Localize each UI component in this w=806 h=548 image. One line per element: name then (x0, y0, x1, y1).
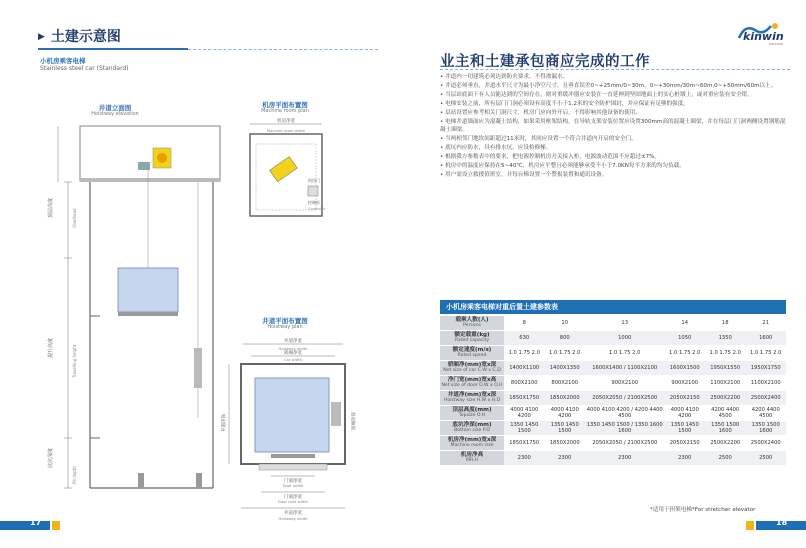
title-dotted-rule (188, 49, 378, 50)
right-page-number: 18 (776, 518, 788, 527)
spec-cell: 1600 (745, 331, 786, 346)
pit-label: Pit depth (72, 466, 77, 484)
spec-cell: 1100X2100 (705, 376, 745, 391)
hoist-width-label-en: Hoistway width (278, 346, 308, 351)
spec-cell: 1350 1450 1500 (664, 421, 704, 436)
spec-cell: 2050X2050 / 2100X2500 (585, 391, 665, 406)
controller-label: 控制柜 (308, 200, 320, 205)
spec-label-en: Hoistway size H.W x H.D (443, 398, 501, 403)
spec-cell: 1.0 1.75 2.0 (705, 346, 745, 361)
spec-cell: 1600X1400 / 1100X2100 (585, 361, 665, 376)
note-item: • 层站设置应参考相关门洞尺寸，机房门应向外开启，不得影响其他设备的使用。 (440, 109, 641, 116)
footnote: *适用于担架电梯*For stretcher elevator (650, 507, 756, 513)
spec-cell: 800X2100 (544, 376, 584, 391)
hoistway-elevation-drawing (38, 118, 228, 518)
door-width-label-en: Door width (282, 483, 304, 488)
requirements-rule (440, 69, 790, 70)
note-item: • 根据我方参数表中的要求，把电源控制机房开关接入柜，电源波动范围不应超过±7%。 (440, 154, 661, 161)
spec-cell: 2300 (504, 451, 544, 466)
machine-width-label-en: Machine room width (266, 128, 306, 133)
triangle-icon: ▶ (38, 32, 45, 42)
spec-cell: 4000 4100 4200 (544, 406, 584, 421)
car-width-label-en: Car width (283, 357, 303, 362)
spec-cell: 1600X1500 (664, 361, 704, 376)
spec-cell: 2500 (745, 451, 786, 466)
spec-label-cn: 轿厢净(mm)宽x深 (447, 361, 497, 368)
elevation-caption-cn: 井道立面图 (98, 104, 132, 112)
spec-cell: 1.0 1.75 2.0 (504, 346, 544, 361)
spec-cell: 2500X2200 (705, 391, 745, 406)
spec-row (440, 331, 786, 346)
spec-cell: 1.0 1.75 2.0 (585, 346, 665, 361)
spec-cell: 1.0 1.75 2.0 (544, 346, 584, 361)
spec-cell: 1350 (705, 331, 745, 346)
spec-cell: 13 (585, 316, 665, 331)
hoist-width2-label-en: Hoistway width (278, 516, 308, 521)
spec-cell: 21 (745, 316, 786, 331)
spec-row (440, 436, 786, 451)
spec-cell: 1000 (585, 331, 665, 346)
spec-label-en: Topsize O.H (458, 413, 486, 418)
left-page-number: 17 (30, 518, 42, 527)
spec-row-label (440, 361, 504, 376)
brand-logo-text: kinwin (743, 30, 784, 43)
note-item: • 机房中的温度应保持在5~40℃，机房应平整且必须能够承受不小于7.0KN每平方米的均匀负载。 (440, 163, 685, 170)
spec-label-cn: 额定速度(m/s) (452, 346, 492, 353)
spec-cell: 1350 1500 1600 (745, 421, 786, 436)
spec-label-en: Rated speed (457, 353, 487, 358)
hoistway-caption-en: Hoistway plan (267, 324, 303, 330)
spec-row-label (440, 406, 504, 421)
brand-logo (735, 20, 795, 46)
spec-table (440, 316, 786, 466)
machine-caption-cn: 机房平面布置图 (262, 101, 308, 109)
spec-row-label (440, 421, 504, 436)
spec-cell: 1950X1550 (705, 361, 745, 376)
spec-row-label (440, 451, 504, 466)
spec-cell: 1850X2000 (544, 436, 584, 451)
spec-cell: 800 (544, 331, 584, 346)
spec-label-cn: 井道净(mm)宽x深 (447, 391, 497, 398)
hoistway-plan-drawing (215, 332, 365, 522)
requirements-title: 业主和土建承包商应完成的工作 (440, 54, 650, 70)
pit-depth-label: 底坑深度 (48, 447, 54, 468)
left-page-bar (0, 521, 50, 530)
car-depth-label: 轿厢净深 (352, 412, 357, 430)
spec-label-cn: 载乘人数(人) (455, 316, 489, 323)
spec-label-cn: 净门宽(mm)宽x高 (447, 376, 497, 383)
note-item: • 用户需设立救援值班室，并每台梯设置一个警报装置和通讯设备。 (440, 171, 608, 178)
spec-cell: 1400X1100 (504, 361, 544, 376)
spec-label-en: Persons (463, 323, 481, 328)
spec-cell: 800X2100 (504, 376, 544, 391)
spec-cell: 1350 1450 1500 (544, 421, 584, 436)
section-title-text: 土建示意图 (50, 29, 121, 45)
spec-row (440, 316, 786, 331)
subtitle-en: Stainless steel car (Standard) (40, 65, 129, 72)
spec-label-en: Net size of car C.W x C.D (443, 368, 501, 373)
spec-cell: 18 (705, 316, 745, 331)
spec-cell: 630 (504, 331, 544, 346)
note-item: • 电梯安装之前，所有层门门洞必须设有高度不小于1.2米的安全防护围封，并应保证有足够的强度。 (440, 100, 689, 107)
hoist-width-label: 井道净宽 (284, 339, 302, 344)
machine-door-label: 机房门 (308, 178, 320, 183)
section-title (38, 26, 121, 46)
spec-cell: 2050X2050 / 2100X2500 (585, 436, 665, 451)
hoistway-caption-cn: 井道平面布置图 (262, 317, 308, 325)
spec-cell: 14 (664, 316, 704, 331)
title-rule (38, 48, 188, 50)
spec-cell: 2050X2150 (664, 436, 704, 451)
car-width-label: 轿厢净宽 (284, 351, 302, 356)
door-hole-label: 门洞净宽 (284, 495, 302, 500)
spec-cell: 10 (544, 316, 584, 331)
spec-row (440, 451, 786, 466)
spec-cell: 4000 4100 4200 / 4200 4400 4500 (586, 407, 663, 419)
machine-width-label: 机房净宽 (277, 119, 295, 124)
overhead-label: Overhead (72, 208, 77, 228)
note-item: • 井道必须垂直，井道水平尺寸为最小净空尺寸，且垂直误差0~+25mm/0~30m，0~+30mm/30m~60m,0~+50mm/60m以上。 (440, 82, 777, 89)
spec-cell: 900X2100 (585, 376, 665, 391)
spec-row (440, 376, 786, 391)
note-item: • 当两相邻门地坎间距超过11米时，其间应设置一个符合井道内开启的安全门。 (440, 136, 637, 143)
spec-cell: 1350 1450 1500 (504, 421, 544, 436)
spec-row-label (440, 376, 504, 391)
spec-cell: 1950X1750 (745, 361, 786, 376)
left-page-bar-accent (52, 521, 60, 530)
spec-label-cn: 机房净(mm)宽x深 (447, 436, 497, 443)
spec-cell: 1050 (664, 331, 704, 346)
spec-row-label (440, 391, 504, 406)
spec-cell: 4000 4100 4200 (664, 406, 704, 421)
spec-row (440, 406, 786, 421)
spec-label-cn: 底坑净深(mm) (452, 421, 492, 428)
spec-row-label (440, 436, 504, 451)
spec-cell: 1.0 1.75 2.0 (745, 346, 786, 361)
note-item: • 井道内一切建筑必须达到防火要求，不得渗漏水。 (440, 74, 569, 80)
machine-caption-en: Machine room plan (261, 108, 309, 114)
spec-cell: 1850X1750 (504, 436, 544, 451)
spec-label-cn: 机房净高 (460, 451, 484, 458)
spec-cell: 4000 4100 4200 (504, 406, 544, 421)
spec-row-label (440, 316, 504, 331)
spec-cell: 1850X2000 (544, 391, 584, 406)
spec-row-label (440, 331, 504, 346)
elevation-caption-en: Hoistway elevation (91, 111, 139, 117)
spec-cell: 4200 4400 4500 (745, 406, 786, 421)
spec-cell: 2300 (664, 451, 704, 466)
spec-cell: 900X2100 (664, 376, 704, 391)
controller-label-en: Controller (308, 207, 326, 211)
spec-table-title: 小机房乘客电梯对重后置土建参数表 (440, 300, 786, 314)
spec-cell: 2500X2400 (745, 391, 786, 406)
spec-cell: 2300 (585, 451, 665, 466)
spec-cell: 1350 1450 1500 / 1350 1600 1600 (586, 422, 663, 434)
spec-cell: 1400X1350 (544, 361, 584, 376)
spec-label-cn: 顶层高度(mm) (452, 406, 492, 413)
spec-cell: 2500 (705, 451, 745, 466)
note-item: • 底坑内应防水，具有排水坑，应设检修梯。 (440, 145, 552, 152)
spec-cell: 2300 (544, 451, 584, 466)
brand-logo-sub: elevator (769, 42, 784, 46)
note-item: • 电梯井道墙面应为混凝土结构，如果采用框架结构，在导轨支架安装位置应设置300mm高的混凝土圈梁，并在每层门门洞两侧设置钢筋混凝土圈梁。 (440, 118, 786, 134)
spec-row (440, 421, 786, 436)
spec-cell: 2500X2400 (745, 436, 786, 451)
spec-cell: 4200 4400 4500 (705, 406, 745, 421)
hoist-width2-label: 井道净宽 (284, 511, 302, 516)
hoist-depth-label: 井道净深 (222, 414, 227, 432)
spec-row (440, 391, 786, 406)
spec-label-en: Machine room size (450, 443, 494, 448)
travel-label: Travelling height (72, 344, 77, 378)
travel-height-label: 提升高度 (48, 337, 54, 358)
spec-cell: 1350 1500 1600 (705, 421, 745, 436)
top-height-label: 顶层高度 (48, 197, 54, 218)
right-page-bar-accent (746, 521, 754, 530)
spec-label-en: MR.H (466, 458, 478, 463)
subtitle-cn: 小机房乘客电梯 (40, 57, 86, 65)
spec-cell: 1850X1750 (504, 391, 544, 406)
spec-row (440, 346, 786, 361)
machine-room-plan-drawing (228, 116, 348, 226)
spec-cell: 2050X2150 (664, 391, 704, 406)
spec-label-en: Net size of door O.W x O.H (441, 383, 503, 388)
spec-cell: 1100X2100 (745, 376, 786, 391)
spec-row-label (440, 346, 504, 361)
spec-label-en: Rated capacity (454, 338, 490, 343)
door-hole-label-en: Door hole width (277, 499, 309, 504)
spec-row (440, 361, 786, 376)
spec-label-cn: 额定载重(kg) (454, 331, 490, 338)
spec-label-en: Bottom size P.D (454, 428, 490, 433)
spec-cell: 1.0 1.75 2.0 (664, 346, 704, 361)
note-item: • 当层站底面下有人员能达到的空间存在，则对重缓冲器应安装在一直延伸到坚固地面上的实心桩墩上，或对重应装有安全钳。 (440, 91, 753, 98)
spec-cell: 2500X2200 (705, 436, 745, 451)
spec-cell: 8 (504, 316, 544, 331)
door-width-label: 门洞净宽 (284, 479, 302, 484)
requirements-notes (440, 73, 786, 180)
